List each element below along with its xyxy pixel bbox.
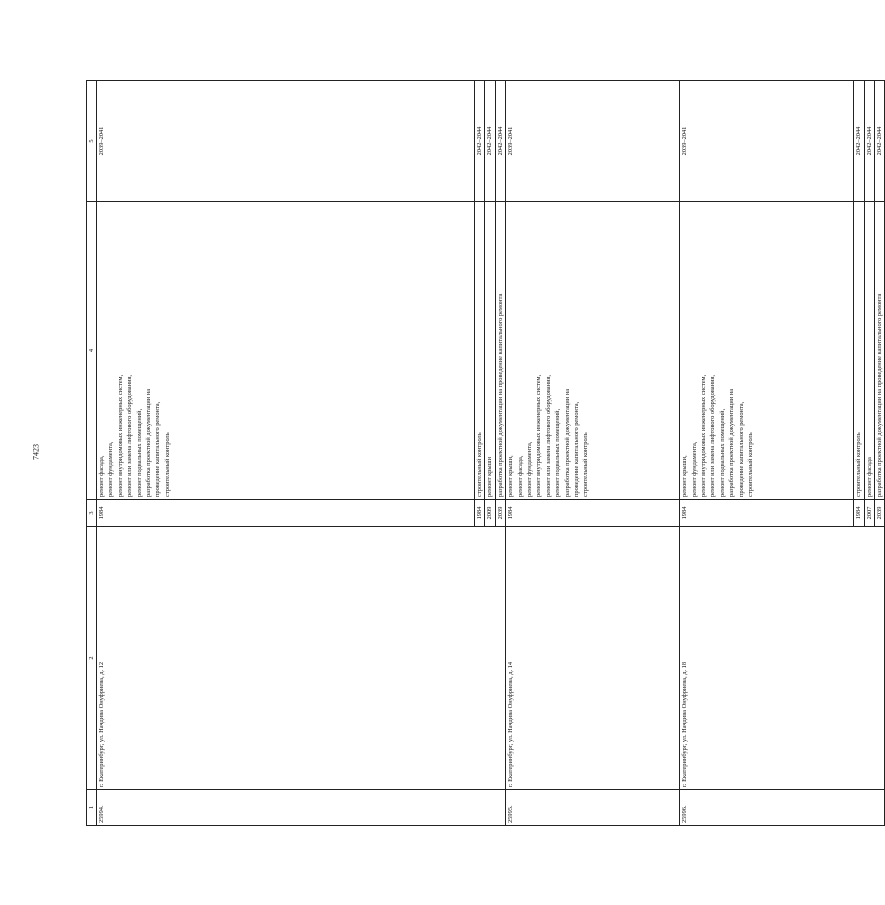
work-item: проведение капитального ремонта, [737, 401, 745, 497]
table-row [97, 81, 475, 826]
work-item: ремонт подвальных помещений, [135, 408, 143, 497]
work-item: ремонт фундамента, [107, 441, 115, 497]
address-cell: г. Екатеринбург, ул. Начдива Онуфриева, д. 12 [97, 527, 506, 790]
page-number: 7423 [31, 444, 41, 460]
sub-work-cell: строительный контроль [854, 202, 864, 500]
row-number-cell: 25994. [97, 790, 506, 826]
works-cell [97, 202, 475, 500]
address-cell: г. Екатеринбург, ул. Начдива Онуфриева, д. 14 [506, 527, 680, 790]
row-number-cell: 25996. [680, 790, 885, 826]
column-number: 5 [87, 81, 97, 202]
year-cell: 1984 [680, 500, 854, 527]
work-item: ремонт подвальных помещений, [554, 408, 562, 497]
work-item: разработка проектной документации на [563, 388, 571, 497]
period-cell: 2039–2041 [680, 81, 854, 202]
work-item: строительный контроль [747, 432, 755, 497]
period-cell: 2039–2041 [506, 81, 680, 202]
table-row [506, 81, 680, 826]
work-item: ремонт внутридомовых инженерных систем, [700, 374, 708, 497]
period-cell: 2039–2041 [97, 81, 475, 202]
work-item: строительный контроль [163, 432, 171, 497]
work-item: разработка проектной документации на [728, 388, 736, 497]
row-number-cell: 25995. [506, 790, 680, 826]
works-list [506, 204, 591, 497]
works-list [97, 204, 172, 497]
sub-work-cell: строительный контроль [475, 202, 485, 500]
repair-schedule-table [86, 80, 885, 826]
sub-year-cell: 2039 [495, 500, 505, 527]
sub-work-cell: разработка проектной документации на проведение капитального ремонта [495, 202, 505, 500]
works-list [680, 204, 755, 497]
sub-year-cell: 2007 [864, 500, 874, 527]
sub-work-cell: разработка проектной документации на проведение капитального ремонта [875, 202, 885, 500]
sub-year-cell: 2009 [485, 500, 495, 527]
work-item: ремонт или замена лифтового оборудования, [126, 374, 134, 497]
column-number: 4 [87, 202, 97, 500]
work-item: ремонт крыши, [507, 455, 515, 497]
column-number-row [87, 81, 97, 826]
works-cell [506, 202, 680, 500]
work-item: ремонт внутридомовых инженерных систем, [116, 374, 124, 497]
sub-period-cell: 2042–2044 [864, 81, 874, 202]
work-item: проведение капитального ремонта, [573, 401, 581, 497]
sub-work-cell: ремонт крыши [485, 202, 495, 500]
work-item: разработка проектной документации на [145, 388, 153, 497]
address-cell: г. Екатеринбург, ул. Начдива Онуфриева, д. 18 [680, 527, 885, 790]
year-cell: 1984 [97, 500, 475, 527]
works-cell [680, 202, 854, 500]
sub-year-cell: 2039 [875, 500, 885, 527]
work-item: ремонт крыши, [681, 455, 689, 497]
sub-period-cell: 2042–2044 [875, 81, 885, 202]
sub-year-cell: 1984 [854, 500, 864, 527]
work-item: ремонт фундамента, [690, 441, 698, 497]
sub-work-cell: ремонт фасада [864, 202, 874, 500]
work-item: ремонт фасада, [516, 455, 524, 497]
work-item: ремонт подвальных помещений, [718, 408, 726, 497]
work-item: проведение капитального ремонта, [154, 401, 162, 497]
table-row [680, 81, 854, 826]
column-number: 1 [87, 790, 97, 826]
table-body [87, 81, 885, 826]
work-item: строительный контроль [582, 432, 590, 497]
work-item: ремонт или замена лифтового оборудования, [544, 374, 552, 497]
work-item: ремонт внутридомовых инженерных систем, [535, 374, 543, 497]
sub-period-cell: 2042–2044 [485, 81, 495, 202]
rotated-table-container [86, 81, 884, 826]
column-number: 3 [87, 500, 97, 527]
sub-year-cell: 1984 [475, 500, 485, 527]
year-cell: 1984 [506, 500, 680, 527]
column-number: 2 [87, 527, 97, 790]
sub-period-cell: 2042–2044 [475, 81, 485, 202]
work-item: ремонт или замена лифтового оборудования, [709, 374, 717, 497]
work-item: ремонт фасада, [98, 455, 105, 497]
work-item: ремонт фундамента, [526, 441, 534, 497]
sub-period-cell: 2042–2044 [495, 81, 505, 202]
sub-period-cell: 2042–2044 [854, 81, 864, 202]
